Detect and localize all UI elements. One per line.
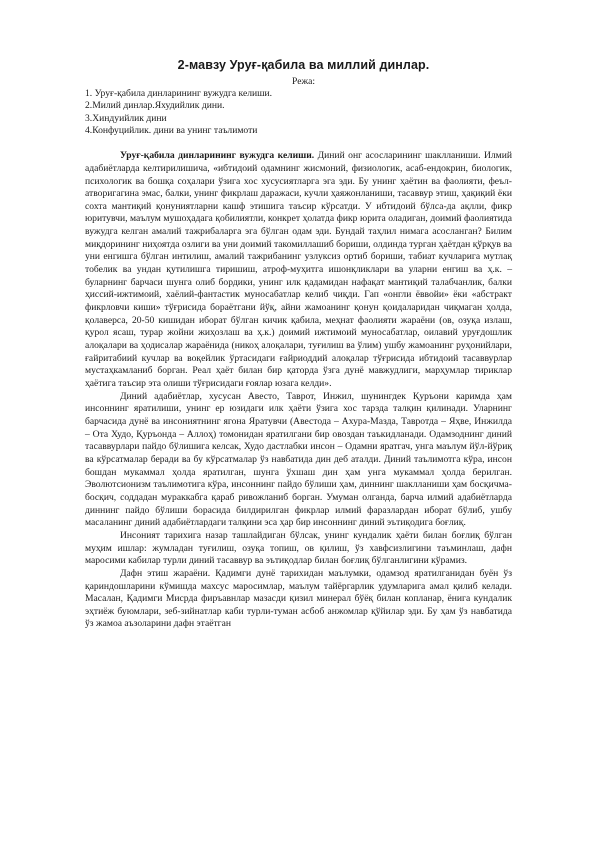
plan-item: 4.Конфуцийлик. дини ва унинг таълимоти [85, 124, 258, 136]
paragraph-text: Дафн этиш жараёни. Қадимги дунё тарихидан маълумки, одамзод яратилганидан буён ўз қариндошларини кўмишда махсус маросимлар, маълум тайёргарлик удумларига амал қилиб келади. Масалан, Қадимги Мисрда фиръавнлар мазасди қизил минерал бўёқ билан копланар, ёнига кундалик эҳтиёж буюмлари, зеб-зийнатлар каби турли-туман асбоб анжомлар қўйилар эди. Бу ҳам ўз навбатида ўз жамоа аъзоларини дафн этаётган [85, 567, 512, 630]
paragraph-text: Диний онг асосларининг шаклланиши. Илмий адабиётларда келтирилишича, «ибтидоий одамнинг жисмоний, физиологик, асаб-ендокрин, биологик, психологик ва бошқа соҳалари ўзига хос хусусиятларга эга эди. Бу унинг ҳаётин ва фаолияти, феъл-атворигагина эмас, балки, унинг фикрлаш даражаси, кучли ҳаяжонланиши, тасаввур этиш, ҳақиқий ёки сохта мантиқий қонуниятларни кашф этишига таъсир кўрсатди. У ибтидоий бўлса-да ақлли, фикр юритувчи, маълум мушоҳадага қобилиятли, конкрет ҳолатда фикр юрита оладиган, доимий фаолиятида вужудга келган амалий тажрибаларга эга бўлган одам эди. Бундай таҳлил нимага асосланган? Билим миқдорининг ниҳоятда озлиги ва уни доимий такомиллашиб бориши, олдинда турган ҳаётдан қўрқув ва уни енгишга бўлган интилиш, амалий тажрибанинг узлуксиз ортиб бориши, табиат кучларига мутлақ тобелик ва ундан қутилишга тиришиш, атроф-муҳитга ишонқликлари ва уларни енгиш ва ҳ.к. – буларнинг барчаси шунга олиб бордики, унинг илк қадамидан нафақат мантиқий талабчанлик, балки ҳиссий-ижтимоий, хаёлий-фантастик муносабатлар келиб чиқди. Гап «онгли ёввойи» ёки «абстракт фикрловчи киши» тўғрисида бораётгани йўқ, айни жамоанинг қонун қоидаларидан чиқмаган ҳолда, қолаверса, 20-50 кишидан иборат бўлган кичик қабила, меҳнат фаолияти жараёни (ов, озуқа излаш, қурол ясаш, турар жойни жиҳозлаш ва ҳ.к.) доимий ижтимоий муносабатлар, оилавий уруғдошлик алоқалари ва ҳодисалар жараёнида (никоҳ алоқалари, туғилиш ва ўлим) ушбу жамоанинг руҳонийлари, ғайритабиий кучлар ва воқейлик ўртасидаги ғайриоддий алоқалар тўғрисида ибтидоий тасаввурлар мустаҳкамланиб борган. Реал ҳаёт билан бир қаторда ўзга дунё мавжудлиги, марҳумлар тириклар ҳаётига таъсир эта олиши тўғрисидаги ғоялар юзага келди». [85, 150, 512, 389]
paragraph-origins [85, 150, 512, 390]
paragraph-burial [85, 568, 512, 631]
paragraph-lead: Уруғ-қабила динларининг вужудга келиши. [120, 150, 315, 162]
paragraph-text: Инсоният тарихига назар ташлайдиган бўлсак, унинг кундалик ҳаёти билан боғлиқ бўлган муҳим ишлар: жумладан туғилиш, озуқа топиш, ов қилиш, ўз хавфсизлигини таъминлаш, дафн маросими кабилар турли диний тасаввур ва эътиқодлар билан боғлиқ бўлганлигини кўрамиз. [85, 529, 512, 567]
body-text [85, 150, 512, 631]
paragraph-history [85, 530, 512, 568]
plan-item: 2.Милий динлар.Яхудийлик дини. [85, 100, 225, 112]
plan-label: Режа: [291, 76, 316, 87]
plan-list [85, 88, 512, 137]
document-title: 2-мавзу Уруғ-қабила ва миллий динлар. [177, 58, 430, 72]
paragraph-religious-literature [85, 391, 512, 530]
document-page [85, 58, 512, 631]
paragraph-text: Диний адабиётлар, хусусан Авесто, Таврот, Инжил, шунингдек Қуръони каримда ҳам инсоннинг яратилиши, унинг ер юзидаги илк ҳаёти ўзига хос тарзда талқин қилинади. Уларнинг барчасида дунё ва инсониятнинг ягона Яратувчи (Авестода – Ахура-Мазда, Тавротда – Яҳве, Инжилда – Ота Худо, Қуръонда – Аллоҳ) томонидан яратилгани бир овоздан таъкидланади. Одамзоднинг диний тасаввурлари пайдо бўлишига келсак, Худо дастлабки инсон – Одамни яратгач, унга маълум йўл-йўриқ ва кўрсатмалар беради ва бу кўрсатмалар ўз навбатида дин деб аталди. Диний таълимотга кўра, инсон бошдан мукаммал ҳолда яратилган, шунга ўхшаш дин ҳам унга мукаммал ҳолда берилган. Эволютсионизм таълимотига кўра, инсоннинг пайдо бўлиши ҳам, диннинг шаклланиши ҳам босқичма-босқич, соддадан мураккабга қараб ривожланиб борган. Умуман олганда, барча илмий адабиётларда диннинг пайдо бўлиши борасида билдирилган фикрлар илмий фаразлардан иборат бўлиб, ушбу масаланинг диний адабиётлардаги талқини эса ҳар бир инсоннинг диний эътиқодига боғлиқ. [85, 390, 512, 529]
plan-item: 3.Хиндуийлик дини [85, 112, 167, 124]
plan-item: 1. Уруғ-қабила динларининг вужудга келиши. [85, 88, 273, 99]
